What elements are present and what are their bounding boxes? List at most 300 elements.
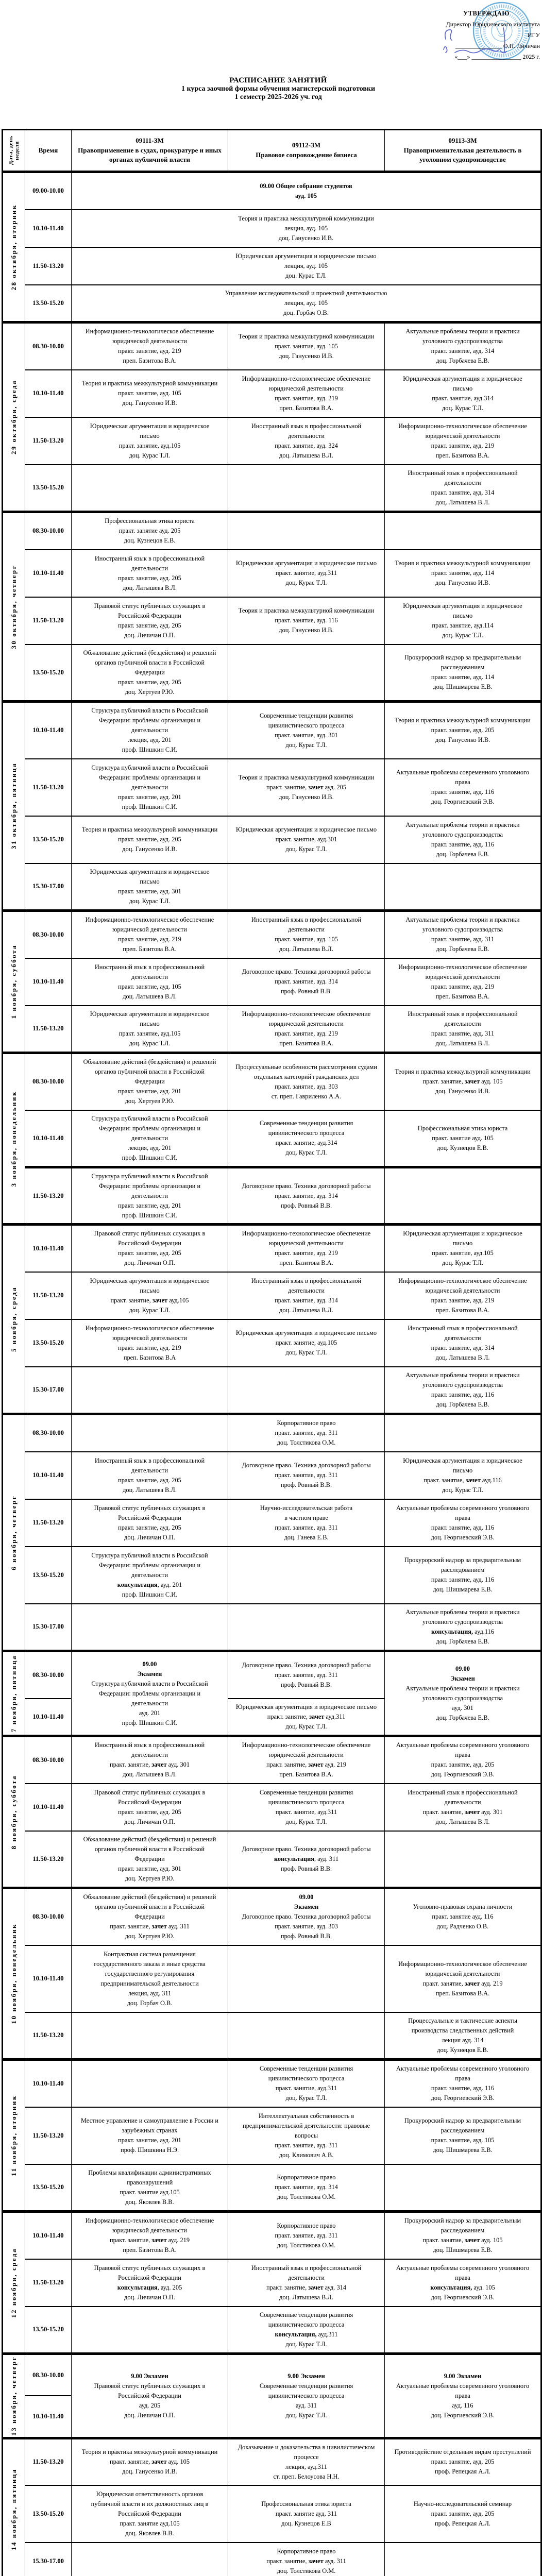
lesson-cell	[228, 323, 385, 370]
lesson-line: деятельности	[75, 1133, 225, 1143]
lesson-line: доц. Горбач О.В.	[75, 1998, 225, 2008]
lesson-line: Информационно-технологическое обеспечение	[231, 374, 381, 384]
lesson-cell	[228, 2107, 385, 2164]
lesson-line: доц. Латышева В.Л.	[75, 1770, 225, 1780]
lesson-cell	[228, 2307, 385, 2354]
lesson-cell	[72, 512, 228, 550]
lesson-line: Федерации: проблемы организации и	[75, 773, 225, 783]
lesson-line: Правовой статус публичных служащих в	[75, 1229, 225, 1239]
lesson-line: проф. Шишкин С.И.	[75, 745, 225, 755]
schedule-row	[3, 1167, 541, 1225]
lesson-line: Обжалование действий (бездействия) и решений	[75, 1057, 225, 1067]
lesson-line: деятельности	[75, 725, 225, 735]
time-cell: 11.50-13.20	[25, 1167, 72, 1225]
lesson-line: деятельности	[75, 1466, 225, 1476]
lesson-line: деятельности	[75, 783, 225, 792]
lesson-line: доц. Ганусенко И.В.	[231, 792, 381, 802]
lesson-cell	[228, 2354, 385, 2438]
lesson-line: Экзамен	[231, 1902, 381, 1912]
lesson-line: практ. занятие, зачет ауд. 314	[231, 2283, 381, 2293]
lesson-line: доц. Личичан О.П.	[75, 1817, 225, 1827]
lesson-line: практ. занятие, ауд.311	[231, 1807, 381, 1817]
lesson-line: проф. Ровный В.В.	[231, 1864, 381, 1874]
lesson-line: Информационно-технологическое обеспечение	[75, 327, 225, 336]
schedule-row	[3, 2438, 541, 2485]
lesson-line: практ. занятие, ауд. 219	[231, 1029, 381, 1039]
time-cell: 11.50-13.20	[25, 2107, 72, 2164]
schedule-row	[3, 2485, 541, 2543]
group-code: 09113-ЗМ	[388, 137, 537, 145]
day-label-cell	[3, 1736, 25, 1888]
lesson-line: практ. занятие, ауд. 311	[388, 1029, 537, 1039]
lesson-line: практ. занятие, зачет ауд. 219	[231, 1760, 381, 1770]
lesson-line: ауд. 105	[75, 191, 537, 201]
lesson-cell	[228, 370, 385, 417]
lesson-line: практ. занятие, ауд. 311	[231, 1428, 381, 1438]
lesson-line: практ. занятие, ауд. 105	[231, 935, 381, 944]
lesson-cell	[385, 1414, 541, 1452]
lesson-line: Юридическая аргументация и юридическое	[75, 867, 225, 877]
lesson-line: Иностранный язык в профессиональной	[75, 1740, 225, 1750]
lesson-line: Обжалование действий (бездействия) и решений	[75, 1892, 225, 1902]
lesson-line: ауд. 116	[388, 2401, 537, 2411]
schedule-row	[3, 2164, 541, 2212]
group-name: Правоприменение в судах, прокуратуре и иных органах публичной власти	[75, 146, 225, 164]
lesson-line: преп. Базитова В.А.	[231, 1770, 381, 1780]
lesson-line: письмо	[75, 877, 225, 887]
lesson-line: расследованием	[388, 2126, 537, 2136]
lesson-line: права	[388, 1513, 537, 1523]
schedule-row	[3, 1452, 541, 1499]
schedule-row	[3, 172, 541, 210]
lesson-line: Актуальные проблемы современного уголовного	[388, 2263, 537, 2273]
lesson-line: практ. занятие ауд. 311	[231, 2509, 381, 2519]
lesson-line: практ. занятие, ауд. 311	[231, 2141, 381, 2150]
lesson-line: Юридическая аргументация и юридическое письмо	[75, 251, 537, 261]
lesson-line: практ. занятие, ауд. 105	[75, 388, 225, 398]
lesson-line: Правовой статус публичных служащих в	[75, 1788, 225, 1798]
lesson-line: уголовного судопроизводства	[388, 925, 537, 935]
schedule-table	[2, 129, 542, 2576]
approval-date-line: «___» ________________ 2025 г.	[433, 52, 540, 62]
lesson-line: доц. Латышева В.Л.	[75, 583, 225, 593]
lesson-line: права	[388, 2074, 537, 2083]
schedule-row	[3, 2543, 541, 2576]
lesson-line: Информационно-технологическое обеспечение	[75, 915, 225, 925]
lesson-line: практ. занятие, зачет ауд. 105	[388, 2235, 537, 2245]
group-code: 09112-ЗМ	[231, 141, 381, 149]
lesson-line: 9.00 Экзамен	[75, 2371, 225, 2381]
lesson-cell	[385, 2438, 541, 2485]
lesson-line: доц. Личичан О.П.	[75, 2293, 225, 2302]
schedule-row	[3, 1319, 541, 1367]
lesson-cell	[72, 958, 228, 1006]
lesson-line: практ. занятие, зачет ауд.311	[231, 1712, 381, 1722]
lesson-cell	[228, 1945, 385, 2012]
lesson-line: проф. Ровный В.В.	[231, 1680, 381, 1690]
day-label-cell	[3, 2438, 25, 2576]
lesson-cell	[385, 911, 541, 958]
lesson-line: практ. занятие, ауд. 205	[75, 1523, 225, 1533]
lesson-line: Федерации	[75, 668, 225, 677]
lesson-line: практ. занятие, ауд. 205	[388, 725, 537, 735]
lesson-line: Экзамен	[388, 1674, 537, 1684]
lesson-cell	[228, 597, 385, 645]
lesson-cell	[72, 2164, 228, 2212]
lesson-cell	[385, 2307, 541, 2354]
day-label-cell	[3, 702, 25, 911]
lesson-line: органов публичной власти в Российской	[75, 1067, 225, 1077]
lesson-cell	[72, 1651, 228, 1736]
lesson-line: лекция, ауд. 105	[75, 298, 537, 308]
lesson-line: доц. Кузнецов Е.В.	[388, 2045, 537, 2055]
lesson-line: 09.00 Общее собрание студентов	[75, 181, 537, 191]
lesson-cell	[385, 465, 541, 512]
lesson-cell	[385, 1547, 541, 1604]
lesson-line: доц. Ганусенко И.В.	[231, 625, 381, 635]
lesson-line: доц. Яковлев В.В.	[75, 2197, 225, 2207]
lesson-line: проф. Шишкин С.И.	[75, 802, 225, 812]
lesson-line: Российской Федерации	[75, 2391, 225, 2401]
lesson-line: деятельности	[388, 1798, 537, 1807]
lesson-line: Иностранный язык в профессиональной	[388, 1788, 537, 1798]
day-label-cell	[3, 1651, 25, 1736]
lesson-line: практ. занятие, ауд. 205	[75, 1248, 225, 1258]
lesson-line: Правовой статус публичных служащих в	[75, 2381, 225, 2391]
time-cell: 15.30-17.00	[25, 2543, 72, 2576]
lesson-cell	[228, 1319, 385, 1367]
time-cell: 10.10-11.40	[25, 1699, 72, 1736]
lesson-line: Теория и практика межкультурной коммуникации	[75, 214, 537, 224]
lesson-line: преп. Базитова В.А.	[388, 451, 537, 461]
schedule-row	[3, 1831, 541, 1888]
lesson-cell	[228, 1110, 385, 1167]
lesson-line: практ. занятие, ауд. 205	[75, 573, 225, 583]
time-cell: 11.50-13.20	[25, 597, 72, 645]
lesson-cell	[228, 1414, 385, 1452]
lesson-line: проф. Шишкин С.И.	[75, 1211, 225, 1221]
lesson-line: практ. занятие, ауд. 205	[388, 2509, 537, 2519]
time-cell: 10.10-11.40	[25, 550, 72, 597]
header-time: Время	[25, 130, 72, 172]
lesson-line: практ. занятие, зачет ауд. 219	[75, 2235, 225, 2245]
day-label: 5 ноября, среда	[10, 1286, 18, 1352]
lesson-line: государственного регулирования	[75, 1969, 225, 1979]
lesson-cell	[72, 2060, 228, 2107]
lesson-cell	[72, 172, 541, 210]
lesson-line: практ. занятие, зачет ауд.105	[75, 1296, 225, 1306]
schedule-row	[3, 863, 541, 911]
lesson-cell	[72, 1831, 228, 1888]
lesson-line: Процессуальные особенности рассмотрения судами	[231, 1062, 381, 1072]
lesson-line: Российской Федерации	[75, 2273, 225, 2283]
lesson-line: производства следственных действий	[388, 2026, 537, 2036]
lesson-cell	[385, 1651, 541, 1736]
day-label: 31 октября, пятница	[10, 762, 18, 849]
lesson-line: доц. Ганусенко И.В.	[75, 398, 225, 408]
approval-title: УТВЕРЖДАЮ	[433, 8, 540, 19]
lesson-line: юридической деятельности	[388, 1969, 537, 1979]
lesson-line: Иностранный язык в профессиональной	[75, 554, 225, 564]
lesson-line: Юридическая аргументация и юридическое	[388, 374, 537, 384]
lesson-line: практ. занятие, ауд. 301	[75, 887, 225, 896]
day-label: 28 октября, вторник	[10, 204, 18, 290]
time-cell: 10.10-11.40	[25, 2060, 72, 2107]
lesson-line: практ. занятие, ауд. 116	[388, 1390, 537, 1400]
lesson-cell	[72, 1499, 228, 1547]
lesson-cell	[72, 1272, 228, 1319]
lesson-line: Теория и практика межкультурной коммуникации	[231, 332, 381, 342]
lesson-line: преп. Базитова В.А.	[231, 1039, 381, 1048]
lesson-cell	[228, 2438, 385, 2485]
lesson-line: практ. занятие, ауд.105	[231, 1338, 381, 1348]
lesson-line: доц. Горбач О.В.	[75, 308, 537, 318]
time-cell: 11.50-13.20	[25, 2438, 72, 2485]
lesson-cell	[228, 1272, 385, 1319]
lesson-cell	[228, 1699, 385, 1736]
lesson-line: Современные тенденции развития	[231, 1788, 381, 1798]
lesson-line: Иностранный язык в профессиональной	[75, 962, 225, 972]
lesson-cell	[228, 1736, 385, 1784]
lesson-line: доц. Курас Т.Л.	[388, 1258, 537, 1268]
time-cell: 13.50-15.20	[25, 2307, 72, 2354]
lesson-line: Теория и практика межкультурной коммуникации	[231, 773, 381, 783]
lesson-line: консультация, ауд. 205	[75, 2283, 225, 2293]
lesson-line: доц. Латышева В.Л.	[75, 992, 225, 1002]
time-cell: 13.50-15.20	[25, 465, 72, 512]
lesson-cell	[228, 2212, 385, 2259]
lesson-line: Актуальные проблемы современного уголовного	[388, 768, 537, 777]
lesson-cell	[385, 1499, 541, 1547]
lesson-line: практ. занятие, ауд. 205	[388, 1760, 537, 1770]
time-cell: 11.50-13.20	[25, 2012, 72, 2060]
lesson-line: ауд. 311	[231, 2401, 381, 2411]
lesson-cell	[72, 1414, 228, 1452]
lesson-line: практ. занятие, ауд. 116	[388, 1523, 537, 1533]
time-cell: 11.50-13.20	[25, 759, 72, 816]
lesson-line: Структура публичной власти в Российской	[75, 1114, 225, 1124]
time-cell: 13.50-15.20	[25, 1547, 72, 1604]
lesson-line: ауд. 301	[388, 1703, 537, 1713]
lesson-line: Иностранный язык в профессиональной	[388, 1324, 537, 1333]
schedule-row	[3, 1547, 541, 1604]
lesson-line: юридической деятельности	[388, 431, 537, 441]
lesson-cell	[72, 816, 228, 863]
lesson-line: лекция ауд. 314	[388, 2036, 537, 2045]
lesson-line: юридической деятельности	[231, 1019, 381, 1029]
lesson-line: органов публичной власти в Российской	[75, 1844, 225, 1854]
lesson-cell	[385, 1452, 541, 1499]
lesson-line: юридической деятельности	[75, 2226, 225, 2235]
lesson-cell	[385, 1888, 541, 1945]
day-label: 7 ноября, пятница	[10, 1655, 18, 1732]
time-cell: 11.50-13.20	[25, 247, 72, 285]
lesson-line: юридической деятельности	[75, 925, 225, 935]
lesson-cell	[72, 597, 228, 645]
lesson-cell	[228, 2012, 385, 2060]
lesson-line: Федерации: проблемы организации и	[75, 1689, 225, 1699]
lesson-line: Теория и практика межкультурной коммуникации	[231, 606, 381, 616]
lesson-line: Теория и практика межкультурной коммуникации	[75, 379, 225, 388]
lesson-line: доц. Кузнецов Е.В.	[388, 1143, 537, 1153]
group-name: Правоприменительная деятельность в уголовном судопроизводстве	[388, 146, 537, 164]
lesson-cell	[228, 1367, 385, 1414]
lesson-cell	[228, 958, 385, 1006]
lesson-line: доц. Георгиевский Э.В.	[388, 2093, 537, 2103]
time-cell: 13.50-15.20	[25, 816, 72, 863]
lesson-line: Экзамен	[75, 1669, 225, 1679]
lesson-cell	[228, 1053, 385, 1110]
lesson-line: Противодействие отдельным видам преступлений	[388, 2447, 537, 2457]
lesson-line: цивилистического процесса	[231, 2320, 381, 2330]
lesson-line: Юридическая аргументация и юридическое	[75, 421, 225, 431]
lesson-line: доц. Георгиевский Э.В.	[388, 2411, 537, 2420]
schedule-row	[3, 512, 541, 550]
schedule-row	[3, 2012, 541, 2060]
lesson-line: Структура публичной власти в Российской	[75, 706, 225, 716]
lesson-line: лекция, ауд. 201	[75, 735, 225, 745]
lesson-line: доц. Яковлев В.В.	[75, 2529, 225, 2538]
lesson-line: вопросы	[231, 2131, 381, 2141]
lesson-line: доц. Кузнецов Е.В.	[75, 536, 225, 546]
lesson-line: доц. Хертуев Р.Ю.	[75, 687, 225, 697]
lesson-line: Иностранный язык в профессиональной	[231, 915, 381, 925]
lesson-line: Обжалование действий (бездействия) и решений	[75, 648, 225, 658]
schedule-row	[3, 370, 541, 417]
lesson-line: доц. Горбачева Е.В.	[388, 944, 537, 954]
lesson-line: ауд. 205	[75, 2401, 225, 2411]
lesson-cell	[385, 759, 541, 816]
lesson-cell	[228, 512, 385, 550]
header-group-09112	[228, 130, 385, 172]
lesson-line: Структура публичной власти в Российской	[75, 763, 225, 773]
lesson-cell	[385, 702, 541, 759]
time-cell: 08.30-10.00	[25, 1888, 72, 1945]
lesson-line: письмо	[388, 1466, 537, 1476]
lesson-line: доц. Ганева Е.В.	[231, 1533, 381, 1543]
lesson-line: уголовного судопроизводства	[388, 1693, 537, 1703]
lesson-line: проф. Ровный В.В.	[231, 1931, 381, 1941]
lesson-line: практ. занятие, зачет ауд. 105	[388, 1077, 537, 1087]
lesson-line: доц. Горбачева Е.В.	[388, 850, 537, 859]
lesson-line: уголовного судопроизводства	[388, 1380, 537, 1390]
lesson-line: доц. Курас Т.Л.	[75, 896, 225, 906]
lesson-cell	[72, 1736, 228, 1784]
lesson-line: 9.00 Экзамен	[388, 2371, 537, 2381]
lesson-line: Договорное право. Техника договорной работы	[231, 1844, 381, 1854]
lesson-line: цивилистического процесса	[231, 2391, 381, 2401]
approval-director: Директор Юридического института ИГУ	[433, 19, 540, 41]
lesson-line: доц. Толстикова О.М.	[231, 2566, 381, 2576]
lesson-line: ауд. 201	[75, 1708, 225, 1718]
lesson-cell	[385, 417, 541, 465]
lesson-line: деятельности	[75, 1750, 225, 1760]
schedule-row	[3, 1110, 541, 1167]
lesson-line: Современные тенденции развития	[231, 711, 381, 721]
lesson-line: доц. Горбачева Е.В.	[388, 356, 537, 366]
lesson-cell	[385, 2060, 541, 2107]
lesson-line: доц. Шишмарева Е.В.	[388, 2145, 537, 2155]
lesson-line: преп. Базитова В.А.	[75, 944, 225, 954]
time-cell: 13.50-15.20	[25, 645, 72, 702]
lesson-line: деятельности	[388, 1019, 537, 1029]
lesson-line: практ. занятие, ауд. 201	[75, 1087, 225, 1096]
lesson-line: Иностранный язык в профессиональной	[231, 421, 381, 431]
time-cell: 11.50-13.20	[25, 2259, 72, 2307]
lesson-line: доц. Курас Т.Л.	[75, 1039, 225, 1048]
lesson-cell	[228, 645, 385, 702]
lesson-line: практ. занятие, ауд. 219	[388, 441, 537, 451]
lesson-line: практ. занятие, ауд. 303	[231, 1922, 381, 1931]
schedule-row	[3, 1414, 541, 1452]
schedule-row	[3, 645, 541, 702]
lesson-cell	[228, 911, 385, 958]
lesson-line: преп. Базитова В.А.	[388, 1989, 537, 1998]
lesson-line: Юридическая аргументация и юридическое	[388, 1456, 537, 1466]
group-code: 09111-ЗМ	[75, 137, 225, 145]
lesson-line: Договорное право. Техника договорной работы	[231, 1912, 381, 1922]
day-label: 13 ноября, четверг	[10, 2356, 18, 2436]
lesson-line: Актуальные проблемы теории и практики	[388, 1370, 537, 1380]
lesson-line: доц. Курас Т.Л.	[231, 1817, 381, 1827]
lesson-line: доц. Курас Т.Л.	[231, 1348, 381, 1358]
day-label-cell	[3, 512, 25, 702]
lesson-line: доц. Шишмарева Е.В.	[388, 1585, 537, 1595]
lesson-line: доц. Латышева В.Л.	[231, 1306, 381, 1315]
lesson-line: Федерации: проблемы организации и	[75, 1124, 225, 1133]
lesson-line: Актуальные проблемы теории и практики	[388, 1684, 537, 1693]
day-label-cell	[3, 323, 25, 512]
lesson-line: Структура публичной власти в Российской	[75, 1551, 225, 1561]
lesson-cell	[385, 512, 541, 550]
schedule-row	[3, 1499, 541, 1547]
lesson-line: юридической деятельности	[75, 1333, 225, 1343]
lesson-line: практ. занятие, ауд. 105	[231, 342, 381, 351]
lesson-line: практ. занятие, ауд. 205	[75, 1807, 225, 1817]
lesson-cell	[228, 759, 385, 816]
lesson-line: 9.00 Экзамен	[231, 2371, 381, 2381]
lesson-cell	[72, 2307, 228, 2354]
lesson-line: преп. Базитова В.А.	[231, 403, 381, 413]
lesson-line: доц. Латышева В.Л.	[231, 2293, 381, 2302]
lesson-line: практ. занятие, ауд.114	[388, 621, 537, 631]
lesson-line: практ. занятие, зачет ауд.116	[388, 1476, 537, 1485]
day-label-cell	[3, 1053, 25, 1225]
lesson-line: Российской Федерации	[75, 2509, 225, 2519]
time-cell: 08.30-10.00	[25, 512, 72, 550]
lesson-line: Структура публичной власти в Российской	[75, 1679, 225, 1689]
lesson-cell	[72, 1110, 228, 1167]
schedule-row	[3, 1367, 541, 1414]
lesson-cell	[72, 1006, 228, 1053]
lesson-line: Актуальные проблемы теории и практики	[388, 820, 537, 830]
lesson-line: доц. Ганусенко И.В.	[231, 351, 381, 361]
lesson-line: консультация, ауд.311	[231, 2330, 381, 2340]
schedule-row	[3, 285, 541, 323]
lesson-cell	[72, 702, 228, 759]
lesson-line: деятельности	[75, 564, 225, 573]
lesson-line: Федерации	[75, 1077, 225, 1087]
lesson-line: деятельности	[75, 1191, 225, 1201]
lesson-line: Современные тенденции развития	[231, 1118, 381, 1128]
lesson-line: практ. занятие, ауд. 314	[388, 1343, 537, 1353]
schedule-row	[3, 1006, 541, 1053]
lesson-line: Актуальные проблемы теории и практики	[388, 327, 537, 336]
lesson-line: письмо	[75, 1019, 225, 1029]
lesson-line: проф. Шишкин С.И.	[75, 1590, 225, 1600]
lesson-line: практ. занятие, ауд. 219	[75, 935, 225, 944]
lesson-line: практ. занятие, ауд. 116	[388, 787, 537, 797]
